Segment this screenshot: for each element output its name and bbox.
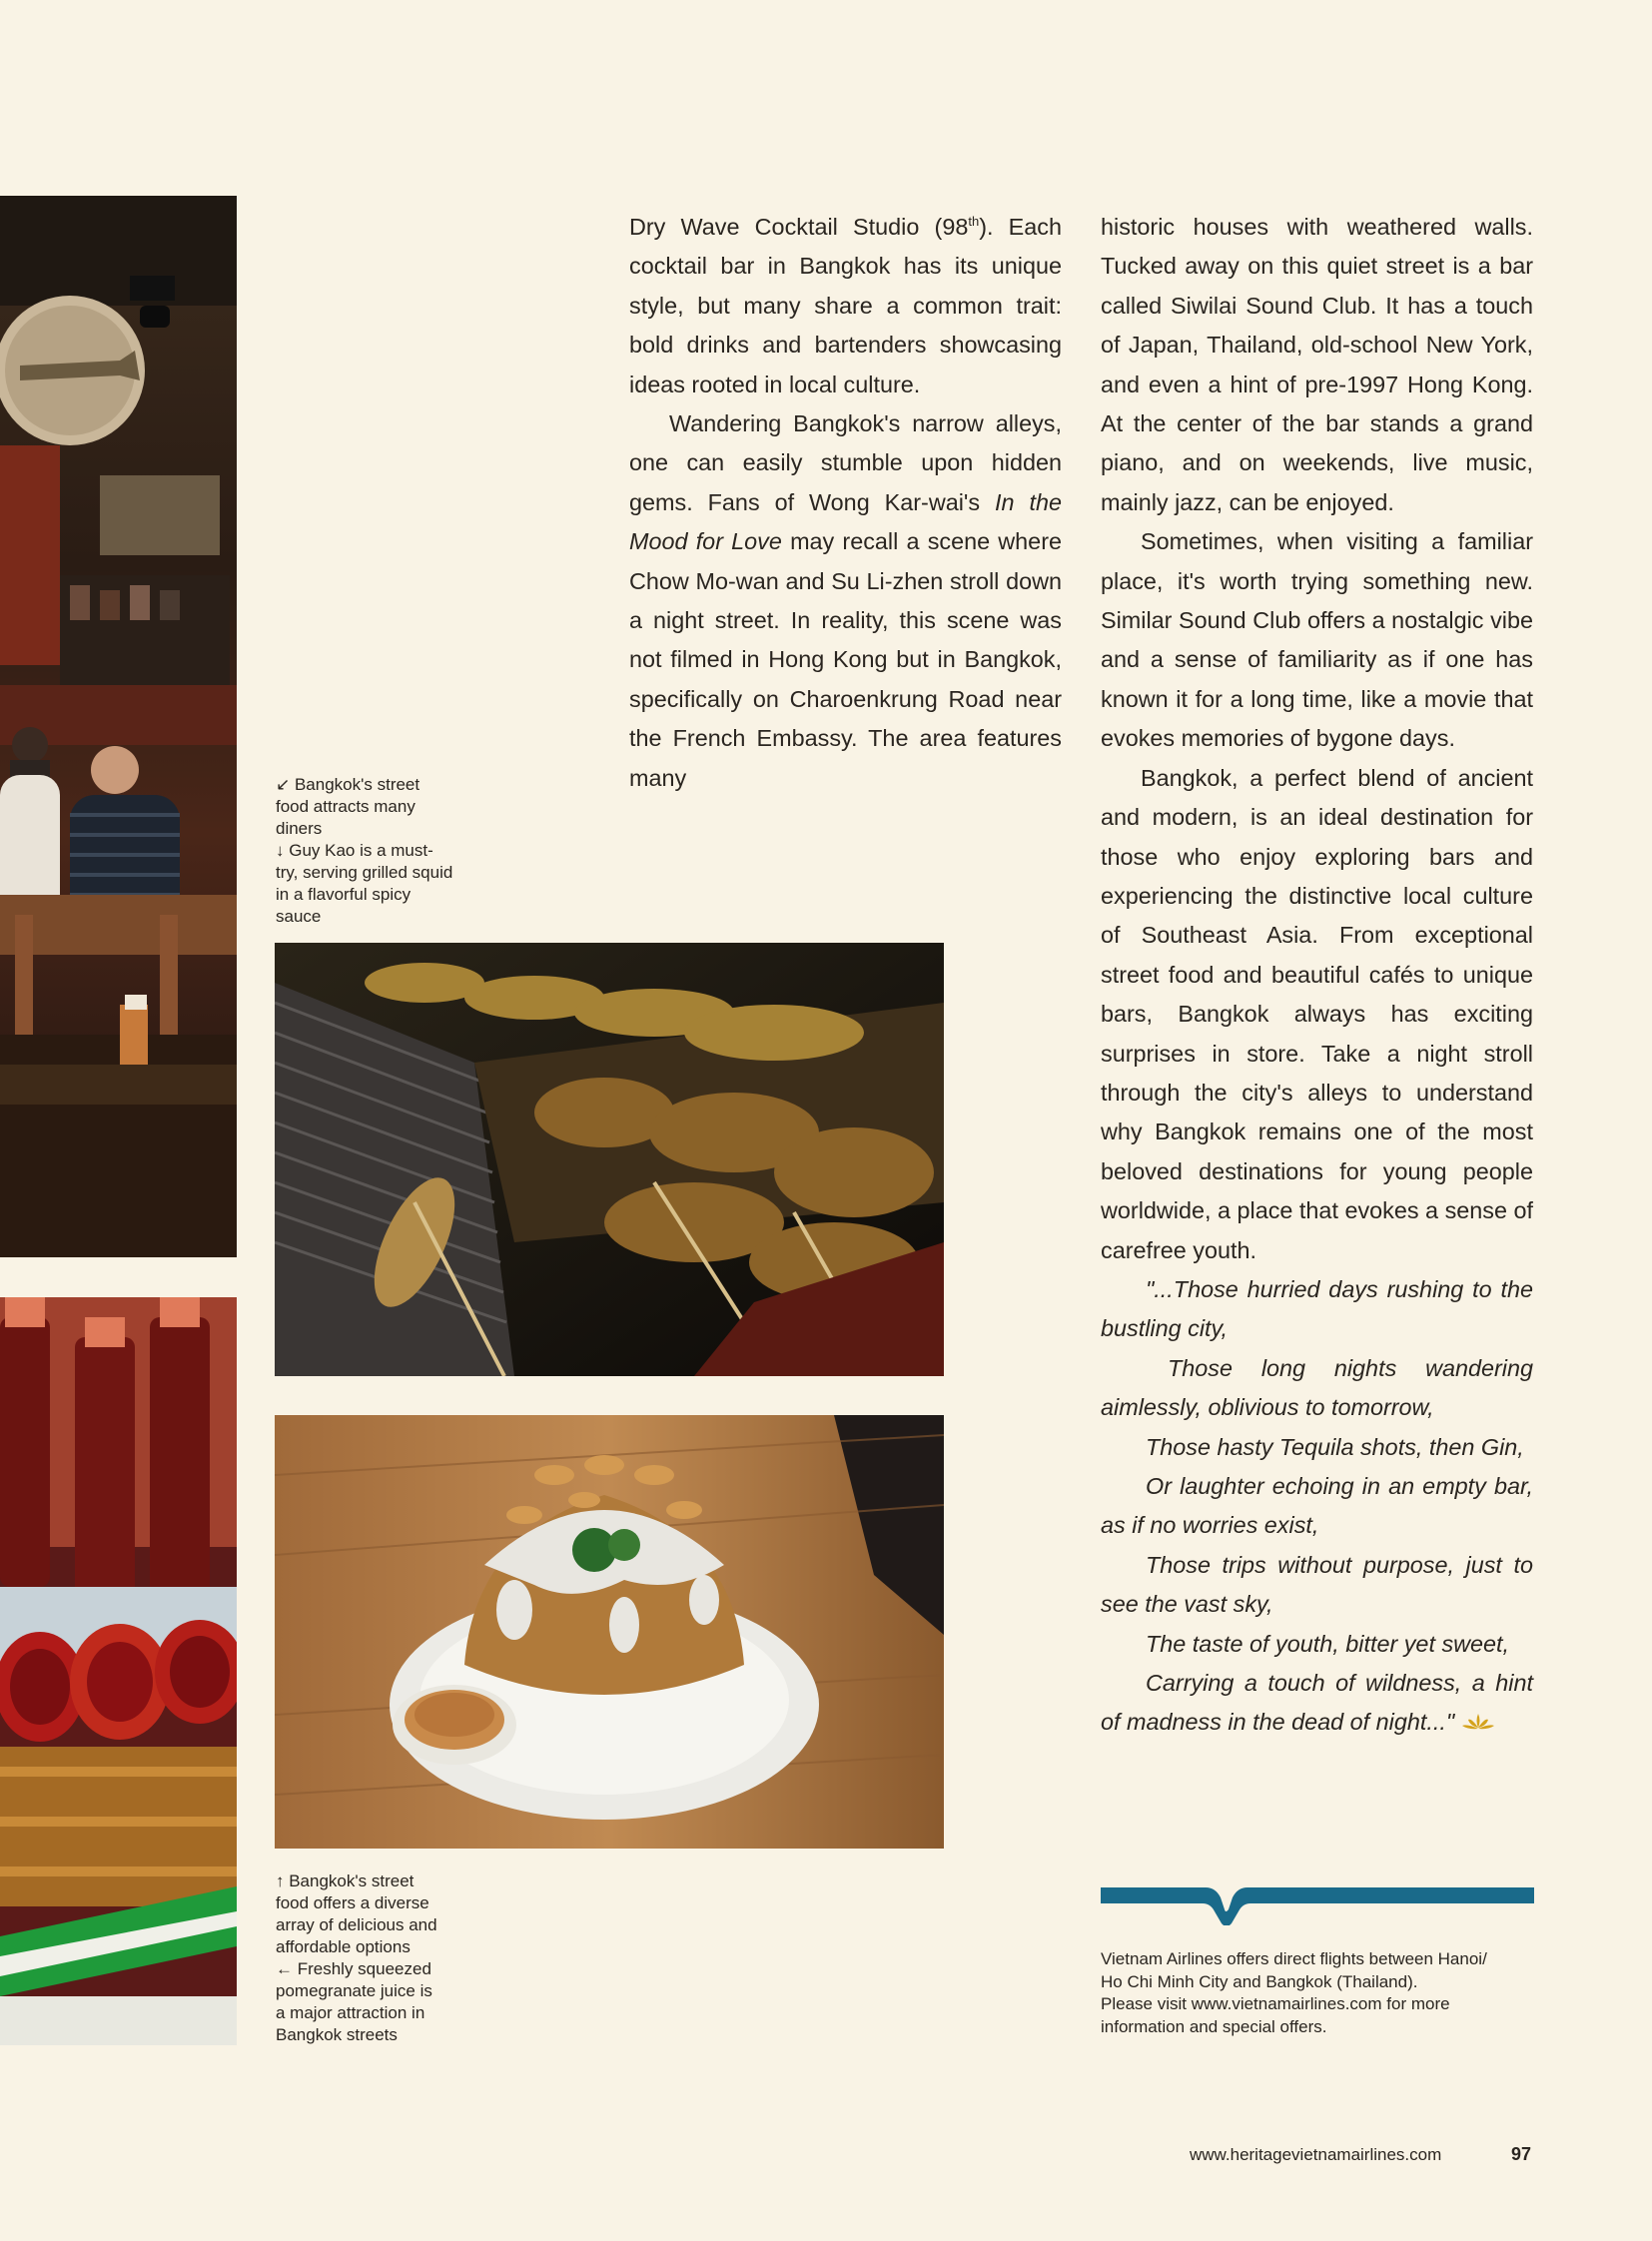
film-title: In the Mood for Love: [629, 488, 1062, 555]
article-paragraph: historic houses with weathered walls. Tucked away on this quiet street is a bar called Siwilai Sound Club. It has a touch of Japan, Thailand, old-school New York, and even a hint of pre-1997 Hong Kong. At the center of the bar stands a grand piano, and on weekends, live music, mainly jazz, can be enjoyed.: [1101, 214, 1533, 515]
caption-bottom: [276, 1870, 495, 2046]
caption-top-line: food attracts many: [276, 797, 415, 816]
pomegranate-juice-photo: [0, 1297, 237, 2045]
caption-top-line: in a flavorful spicy: [276, 885, 412, 904]
airline-note: [1101, 1948, 1540, 2038]
article-paragraph: Sometimes, when visiting a familiar place, it's worth trying something new. Similar Sound Club offers a nostalgic vibe and a sense of familiarity as if one has known it for a long time, like a movie that evokes memories of bygone days.: [1101, 528, 1533, 752]
lotus-icon: [1461, 1712, 1495, 1732]
note-line: Vietnam Airlines offers direct flights between Hanoi/: [1101, 1949, 1487, 1968]
caption-bottom-line: ← Freshly squeezed: [276, 1959, 431, 1978]
ordinal-suffix: th: [968, 214, 980, 230]
caption-bottom-line: food offers a diverse: [276, 1893, 429, 1912]
poem-line: "...Those hurried days rushing to the bustling city,: [1101, 1275, 1533, 1342]
text-run: Wandering Bangkok's narrow alleys, one can easily stumble upon hidden gems. Fans of Wong Kar-wai's: [629, 410, 1062, 515]
page-number: 97: [1511, 2144, 1532, 2164]
dessert-photo: [275, 1415, 944, 1849]
website-url[interactable]: www.heritagevietnamairlines.com: [1190, 2145, 1442, 2164]
poem-line: [1101, 1664, 1533, 1743]
caption-top-line: try, serving grilled squid: [276, 863, 453, 882]
text-run: Dry Wave Cocktail Studio (98: [629, 214, 969, 240]
caption-top-line: ↙ Bangkok's street: [276, 775, 420, 794]
caption-bottom-line: a major attraction in: [276, 2003, 425, 2022]
text-run: Carrying a touch of wildness, a hint of madness in the dead of night...": [1101, 1670, 1533, 1736]
poem-line: The taste of youth, bitter yet sweet,: [1146, 1630, 1510, 1657]
article-paragraph: Bangkok, a perfect blend of ancient and modern, is an ideal destination for those who enjoy exploring bars and experiencing the distinctive local culture of Southeast Asia. From exceptional street food and beautiful cafés to unique bars, Bangkok always has exciting surprises in store. Take a night stroll through the city's alleys to understand why Bangkok remains one of the most beloved destinations for young people worldwide, a place that evokes a sense of carefree youth.: [1101, 764, 1533, 1263]
article-paragraph: [629, 404, 1062, 798]
note-line: information and special offers.: [1101, 2016, 1327, 2036]
article-column-right: [1101, 208, 1533, 1743]
poem-line: Those long nights wandering aimlessly, oblivious to tomorrow,: [1101, 1354, 1533, 1421]
note-line: Please visit www.vietnamairlines.com for more: [1101, 1994, 1450, 2013]
caption-top: [276, 774, 495, 928]
note-line: Ho Chi Minh City and Bangkok (Thailand).: [1101, 1971, 1418, 1991]
poem-line: Or laughter echoing in an empty bar, as if no worries exist,: [1101, 1473, 1533, 1539]
caption-bottom-line: array of delicious and: [276, 1915, 437, 1934]
caption-bottom-line: affordable options: [276, 1937, 411, 1956]
book-divider-icon: [1101, 1885, 1534, 1925]
poem-line: Those trips without purpose, just to see the vast sky,: [1101, 1551, 1533, 1618]
caption-top-line: diners: [276, 819, 323, 838]
text-run: may recall a scene where Chow Mo-wan and Su Li-zhen stroll down a night street. In reality, this scene was not filmed in Hong Kong but in Bangkok, specifically on Charoenkrung Road near the French Embassy. The area features many: [629, 528, 1062, 791]
caption-bottom-line: pomegranate juice is: [276, 1981, 432, 2000]
caption-top-line: ↓ Guy Kao is a must-: [276, 841, 433, 860]
article-paragraph: [629, 208, 1062, 404]
poem-line: Those hasty Tequila shots, then Gin,: [1146, 1433, 1524, 1460]
caption-top-line: sauce: [276, 907, 322, 926]
article-column-left: [629, 208, 1062, 798]
caption-bottom-line: Bangkok streets: [276, 2025, 398, 2044]
bar-interior-photo: [0, 196, 237, 1257]
caption-bottom-line: ↑ Bangkok's street: [276, 1871, 414, 1890]
text-run: ). Each cocktail bar in Bangkok has its unique style, but many share a common trait: bold drinks and bartenders showcasing ideas rooted in local culture.: [629, 214, 1062, 397]
grilled-squid-photo: [275, 943, 944, 1376]
